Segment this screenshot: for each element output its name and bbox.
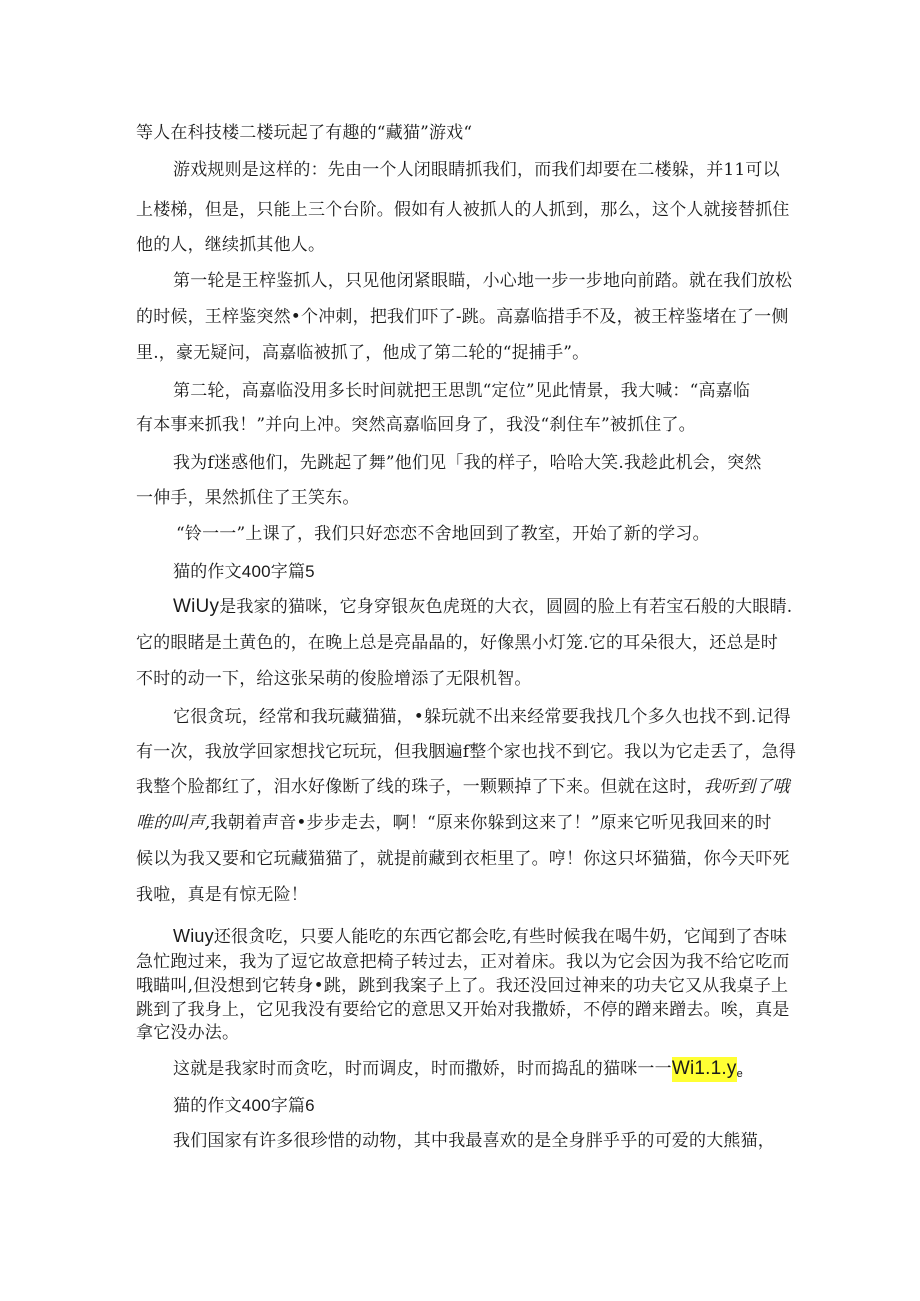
text-line: 拿它没办法。 (136, 1023, 240, 1043)
text-line: 它很贪玩，经常和我玩藏猫猫，•躲玩就不出来经常要我找几个多久也找不到.记得 (173, 707, 791, 727)
text-line: 有本事来抓我！”并向上冲。突然高嘉临回身了，我没“刹住车”被抓住了。 (136, 415, 696, 435)
text-line: 我为f迷惑他们，先跳起了舞”他们见「我的样子，哈哈大笑.我趁此机会，突然 (173, 453, 762, 473)
cat-name: Wiuy (173, 926, 214, 946)
italic-text: 唯的叫声, (136, 813, 211, 833)
text-line: 里.，豪无疑问，高嘉临被抓了，他成了第二轮的“捉捕手”。 (136, 343, 590, 363)
text-line: 有一次，我放学回家想找它玩玩，但我胭遍f整个家也找不到它。我以为它走丢了，急得 (136, 742, 797, 762)
text-span: 这就是我家时而贪吃，时而调皮，时而撒娇，时而捣乱的猫咪一一 (173, 1059, 672, 1079)
text-line: 哦瞄叫,但没想到它转身•跳，跳到我案子上了。我还没回过神来的功夫它又从我桌子上 (136, 976, 789, 996)
text-line: 第二轮，高嘉临没用多长时间就把王思凯“定位”见此情景，我大喊：“高嘉临 (173, 381, 751, 401)
text-line (136, 812, 772, 834)
subscript-text: e (736, 1068, 743, 1080)
highlighted-name: Wi1.1.y (672, 1057, 737, 1082)
text-line: 急忙跑过来，我为了逗它故意把椅子转过去，正对着床。我以为它会因为我不给它吃而 (136, 952, 790, 972)
text-line: 游戏规则是这样的：先由一个人闭眼睛抓我们，而我们却要在二楼躲，并11可以 (173, 160, 780, 180)
text-line (173, 1058, 743, 1085)
text-line: 候以为我又要和它玩藏猫猫了，就提前藏到衣柜里了。哼！你这只坏猫猫，你今天吓死 (136, 849, 790, 869)
text-line: 它的眼睹是土黄色的，在晚上总是亮晶晶的，好像黑小灯笼.它的耳朵很大，还总是时 (136, 633, 779, 653)
text-line: 他的人，继续抓其他人。 (136, 235, 326, 255)
cat-name: WiUy (173, 596, 220, 617)
text-span: 还很贪吃，只要人能吃的东西它都会吃,有些时候我在喝牛奶，它闻到了杏味 (213, 927, 788, 947)
text-line: 第一轮是王梓鉴抓人，只见他闭紧眼瞄，小心地一步一步地向前踏。就在我们放松 (173, 271, 793, 291)
text-line: 一伸手，果然抓住了王笑东。 (136, 488, 360, 508)
text-line: 跳到了我身上，它见我没有要给它的意思又开始对我撒娇，不停的蹭来蹭去。唉，真是 (136, 1000, 790, 1020)
text-line: “铃一一”上课了，我们只好恋恋不舍地回到了教室，开始了新的学习。 (176, 524, 710, 544)
section-heading: 猫的作文400字篇6 (173, 1096, 315, 1115)
text-line: 不时的动一下，给这张呆萌的俊脸增添了无限机智。 (136, 669, 532, 689)
text-line: 我啦，真是有惊无险！ (136, 885, 308, 905)
text-span: 我朝着声音•步步走去，啊！“原来你躲到这来了！”原来它听见我回来的时 (210, 813, 772, 833)
text-span: 我整个脸都红了，泪水好像断了线的珠子，一颗颗掉了下来。但就在这时， (136, 777, 704, 797)
text-span: 是我家的猫咪，它身穿银灰色虎斑的大衣，圆圆的脸上有若宝石般的大眼睛. (219, 597, 793, 617)
text-line (136, 776, 790, 798)
section-heading: 猫的作文400字篇5 (173, 562, 315, 581)
text-line: 上楼梯，但是，只能上三个台阶。假如有人被抓人的人抓到，那么，这个人就接替抓住 (136, 200, 790, 220)
italic-text: 我听到了哦 (703, 777, 790, 797)
text-line (173, 925, 787, 948)
text-line (173, 596, 792, 618)
text-line: 的时候，王梓鉴突然•个冲刺，把我们吓了-跳。高嘉临措手不及，被王梓鉴堵在了一侧 (136, 307, 789, 327)
text-line: 我们国家有许多很珍惜的动物，其中我最喜欢的是全身胖乎乎的可爱的大熊猫， (173, 1131, 775, 1151)
text-line: 等人在科技楼二楼玩起了有趣的“藏猫”游戏“ (136, 123, 473, 143)
